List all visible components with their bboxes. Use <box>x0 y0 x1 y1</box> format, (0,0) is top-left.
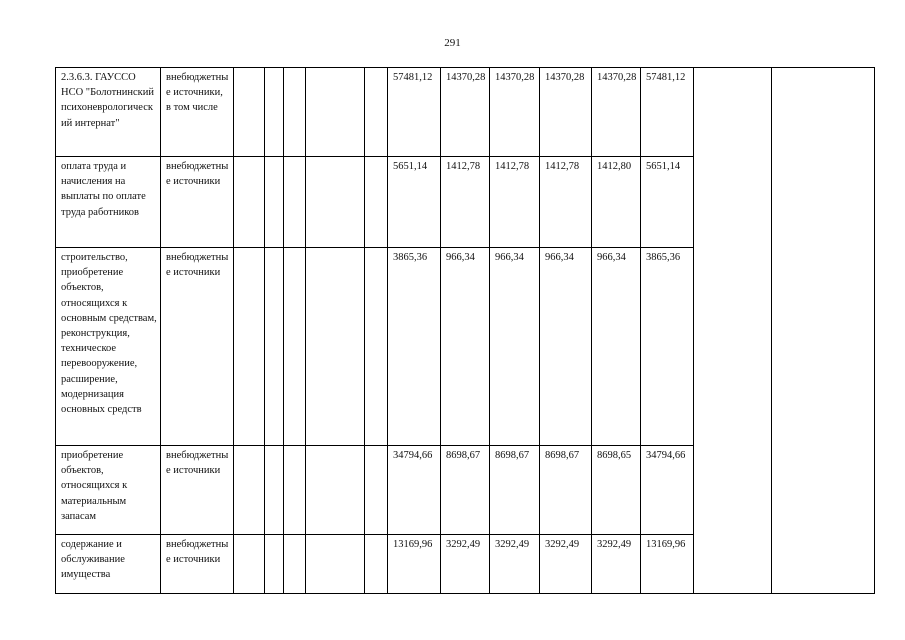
sum-cell: 13169,96 <box>641 535 694 594</box>
empty-cell <box>284 446 306 535</box>
row-name-cell: 2.3.6.3. ГАУССО НСО "Болотнинский психоневрологический интернат" <box>56 68 161 157</box>
year-2-cell: 1412,78 <box>490 157 540 248</box>
year-1-cell: 3292,49 <box>441 535 490 594</box>
year-4-cell: 8698,65 <box>592 446 641 535</box>
empty-cell <box>284 248 306 446</box>
empty-cell <box>284 68 306 157</box>
year-2-cell: 966,34 <box>490 248 540 446</box>
year-3-cell: 3292,49 <box>540 535 592 594</box>
sum-cell: 57481,12 <box>641 68 694 157</box>
year-1-cell: 8698,67 <box>441 446 490 535</box>
table-row <box>56 68 875 157</box>
empty-cell <box>234 157 265 248</box>
empty-cell <box>365 68 388 157</box>
empty-cell <box>694 68 772 594</box>
row-source-cell: внебюджетные источники, в том числе <box>161 68 234 157</box>
empty-cell <box>234 446 265 535</box>
sum-cell: 34794,66 <box>641 446 694 535</box>
year-4-cell: 14370,28 <box>592 68 641 157</box>
year-2-cell: 14370,28 <box>490 68 540 157</box>
year-4-cell: 966,34 <box>592 248 641 446</box>
empty-cell <box>306 535 365 594</box>
empty-cell <box>365 157 388 248</box>
row-source-cell: внебюджетные источники <box>161 446 234 535</box>
year-1-cell: 966,34 <box>441 248 490 446</box>
total-cell: 13169,96 <box>388 535 441 594</box>
year-3-cell: 8698,67 <box>540 446 592 535</box>
empty-cell <box>365 446 388 535</box>
empty-cell <box>306 446 365 535</box>
total-cell: 34794,66 <box>388 446 441 535</box>
empty-cell <box>234 68 265 157</box>
empty-cell <box>306 248 365 446</box>
empty-cell <box>284 157 306 248</box>
year-4-cell: 3292,49 <box>592 535 641 594</box>
row-source-cell: внебюджетные источники <box>161 157 234 248</box>
year-1-cell: 14370,28 <box>441 68 490 157</box>
year-1-cell: 1412,78 <box>441 157 490 248</box>
row-source-cell: внебюджетные источники <box>161 248 234 446</box>
total-cell: 57481,12 <box>388 68 441 157</box>
total-cell: 3865,36 <box>388 248 441 446</box>
row-name-cell: оплата труда и начисления на выплаты по оплате труда работников <box>56 157 161 248</box>
page-number: 291 <box>444 37 461 49</box>
empty-cell <box>265 535 284 594</box>
empty-cell <box>234 535 265 594</box>
year-3-cell: 14370,28 <box>540 68 592 157</box>
empty-cell <box>265 157 284 248</box>
year-3-cell: 1412,78 <box>540 157 592 248</box>
empty-cell <box>306 68 365 157</box>
year-4-cell: 1412,80 <box>592 157 641 248</box>
budget-table <box>55 67 875 594</box>
year-2-cell: 8698,67 <box>490 446 540 535</box>
empty-cell <box>284 535 306 594</box>
sum-cell: 3865,36 <box>641 248 694 446</box>
empty-cell <box>365 248 388 446</box>
empty-cell <box>265 446 284 535</box>
sum-cell: 5651,14 <box>641 157 694 248</box>
empty-cell <box>234 248 265 446</box>
empty-cell <box>365 535 388 594</box>
row-name-cell: приобретение объектов, относящихся к материальным запасам <box>56 446 161 535</box>
year-2-cell: 3292,49 <box>490 535 540 594</box>
empty-cell <box>772 68 875 594</box>
empty-cell <box>306 157 365 248</box>
empty-cell <box>265 68 284 157</box>
empty-cell <box>265 248 284 446</box>
year-3-cell: 966,34 <box>540 248 592 446</box>
total-cell: 5651,14 <box>388 157 441 248</box>
row-name-cell: строительство, приобретение объектов, относящихся к основным средствам, реконструкция, техническое перевооружение, расширение, модернизация основных средств <box>56 248 161 446</box>
row-name-cell: содержание и обслуживание имущества <box>56 535 161 594</box>
row-source-cell: внебюджетные источники <box>161 535 234 594</box>
